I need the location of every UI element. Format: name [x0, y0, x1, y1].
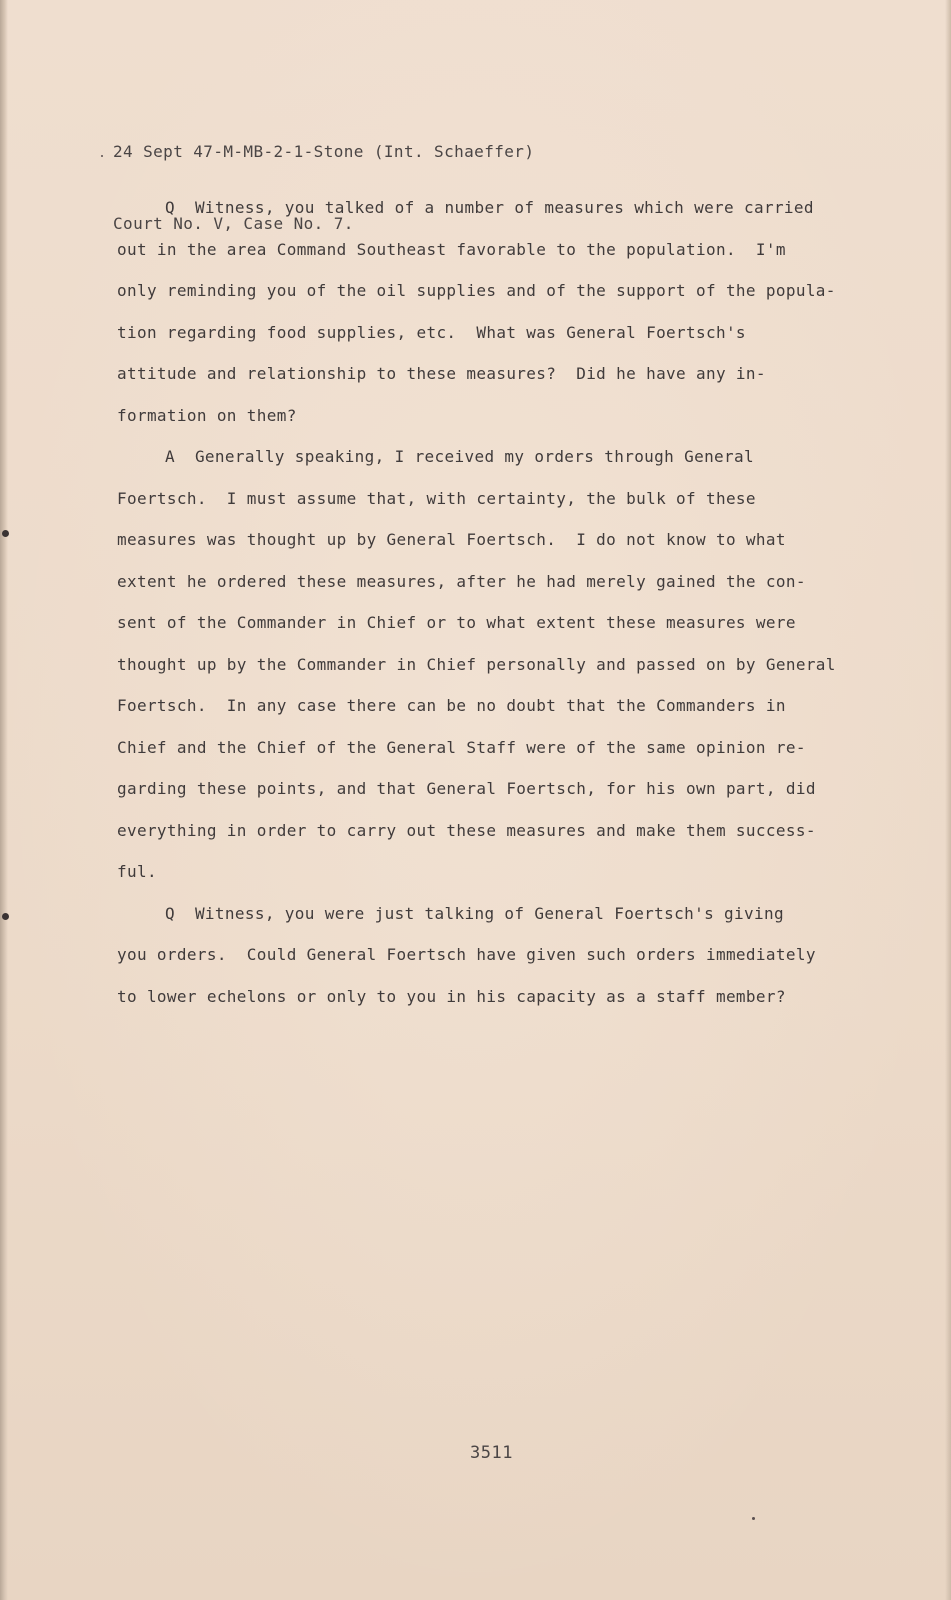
transcript-line: ful.	[117, 862, 157, 881]
header-reference-line: 24 Sept 47-M-MB-2-1-Stone (Int. Schaeffer)	[113, 142, 535, 161]
transcript-line: Foertsch. In any case there can be no doubt that the Commanders in	[117, 696, 786, 715]
page-left-edge	[0, 0, 8, 1600]
header-court-line: Court No. V, Case No. 7.	[113, 214, 354, 233]
transcript-line: out in the area Command Southeast favorable to the population. I'm	[117, 239, 786, 259]
transcript-line: Foertsch. I must assume that, with certainty, the bulk of these	[117, 488, 756, 508]
page-number: 3511	[470, 1443, 513, 1463]
punch-hole-mark	[2, 530, 9, 537]
transcript-line: A Generally speaking, I received my orders through General	[165, 447, 754, 466]
transcript-line: sent of the Commander in Chief or to what extent these measures were	[117, 613, 796, 632]
transcript-line: Chief and the Chief of the General Staff were of the same opinion re-	[117, 737, 806, 757]
transcript-line: thought up by the Commander in Chief personally and passed on by General	[117, 654, 836, 674]
transcript-line: everything in order to carry out these measures and make them success-	[117, 820, 816, 840]
transcript-line: tion regarding food supplies, etc. What was General Foertsch's	[117, 322, 746, 342]
transcript-line: only reminding you of the oil supplies and of the support of the popula-	[117, 281, 836, 300]
transcript-line: Q Witness, you were just talking of General Foertsch's giving	[165, 903, 784, 923]
page-right-edge	[945, 0, 951, 1600]
paper-speck	[101, 155, 103, 157]
transcript-line: extent he ordered these measures, after he had merely gained the con-	[117, 571, 806, 591]
transcript-line: attitude and relationship to these measures? Did he have any in-	[117, 364, 766, 383]
transcript-line: formation on them?	[117, 405, 297, 425]
transcript-line: measures was thought up by General Foertsch. I do not know to what	[117, 530, 786, 549]
transcript-line: garding these points, and that General Foertsch, for his own part, did	[117, 779, 816, 798]
punch-hole-mark	[2, 913, 9, 920]
transcript-line: Q Witness, you talked of a number of measures which were carried	[165, 198, 814, 217]
paper-speck	[752, 1517, 755, 1520]
transcript-line: to lower echelons or only to you in his capacity as a staff member?	[117, 986, 786, 1006]
transcript-line: you orders. Could General Foertsch have given such orders immediately	[117, 945, 816, 964]
transcript-body	[117, 187, 852, 1017]
